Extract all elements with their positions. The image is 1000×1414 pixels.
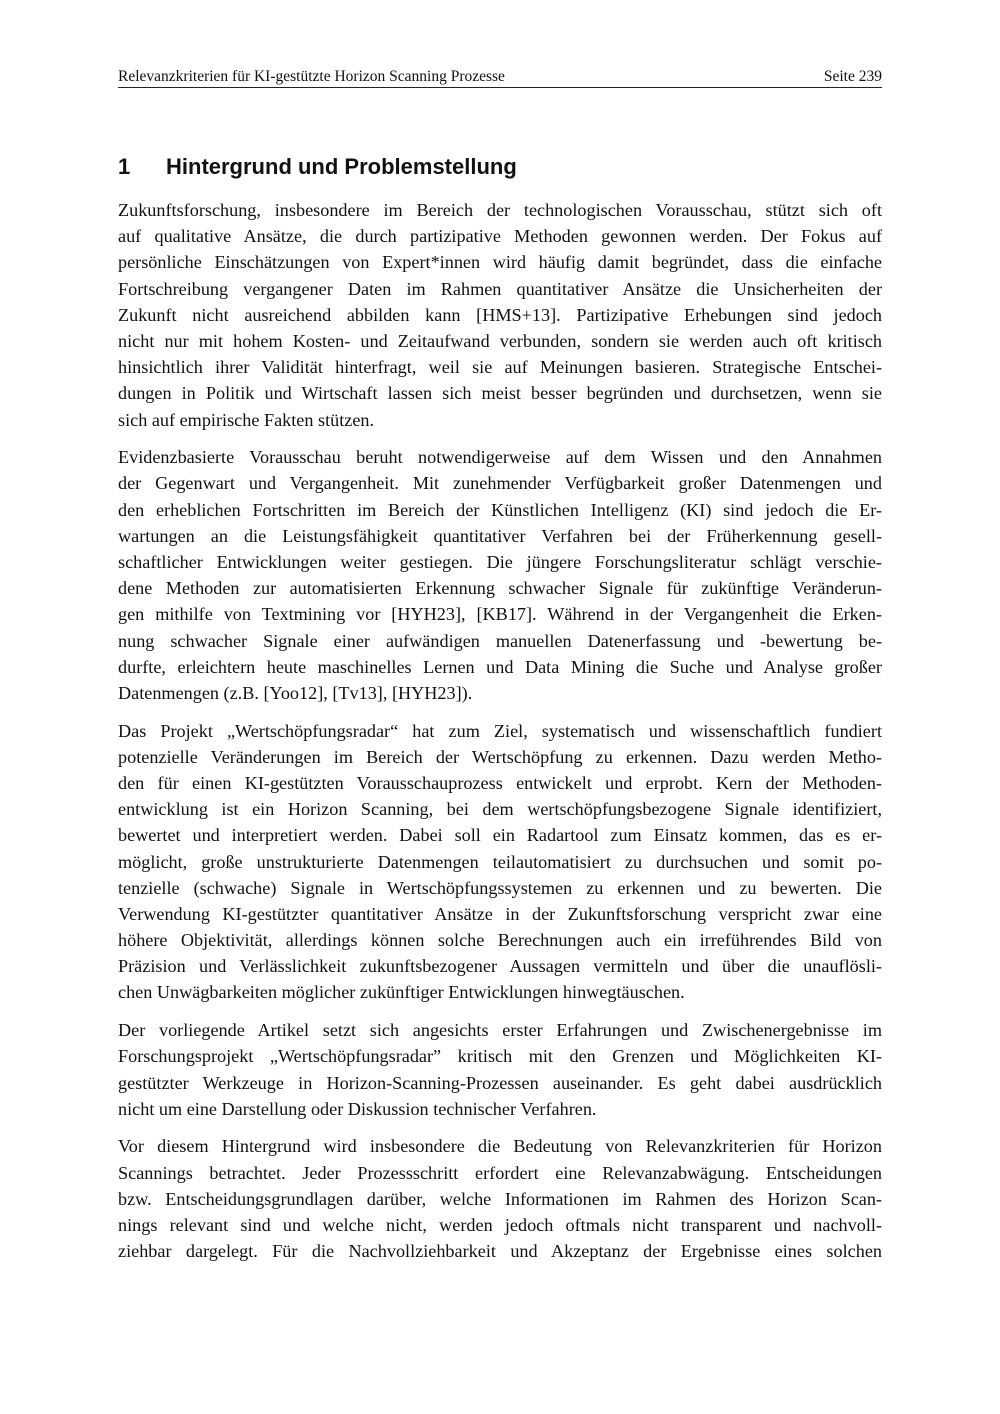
section-heading: [118, 153, 882, 181]
paragraph: [118, 197, 882, 433]
text-line: dene Methoden zur automatisierten Erkennung schwacher Signale für zukünftige Veränderun-: [118, 578, 882, 599]
text-line: Das Projekt „Wertschöpfungsradar“ hat zum Ziel, systematisch und wissenschaftlich fundiert: [118, 720, 882, 741]
text-line: höhere Objektivität, allerdings können solche Berechnungen auch ein irreführendes Bild von: [118, 930, 882, 951]
text-line: Zukunft nicht ausreichend abbilden kann [HMS+13]. Partizipative Erhebungen sind jedoch: [118, 304, 882, 325]
text-line: chen Unwägbarkeiten möglicher zukünftiger Entwicklungen hinwegtäuschen.: [118, 982, 685, 1003]
text-line: Scannings betrachtet. Jeder Prozessschritt erfordert eine Relevanzabwägung. Entscheidungen: [118, 1162, 882, 1183]
text-line: wartungen an die Leistungsfähigkeit quantitativer Verfahren bei der Früherkennung gesell-: [118, 525, 882, 546]
text-line: Forschungsprojekt „Wertschöpfungsradar” kritisch mit den Grenzen und Möglichkeiten KI-: [118, 1046, 882, 1067]
text-line: persönliche Einschätzungen von Expert*innen wird häufig damit begründet, dass die einfache: [118, 252, 882, 273]
text-line: nung schwacher Signale einer aufwändigen manuellen Datenerfassung und -bewertung be-: [118, 630, 882, 651]
text-line: schaftlicher Entwicklungen weiter gestiegen. Die jüngere Forschungsliteratur schlägt verschie-: [118, 551, 882, 572]
text-line: der Gegenwart und Vergangenheit. Mit zunehmender Verfügbarkeit großer Datenmengen und: [118, 473, 882, 494]
text-line: den erheblichen Fortschritten im Bereich der Künstlichen Intelligenz (KI) sind jedoch die Er-: [118, 499, 882, 520]
text-line: gen mithilfe von Textmining vor [HYH23], [KB17]. Während in der Vergangenheit die Erken-: [118, 604, 882, 625]
text-line: tenzielle (schwache) Signale in Wertschöpfungssystemen zu erkennen und zu bewerten. Die: [118, 877, 882, 898]
text-line: gestützter Werkzeuge in Horizon-Scanning-Prozessen auseinander. Es geht dabei ausdrücklich: [118, 1072, 882, 1093]
text-line: Fortschreibung vergangener Daten im Rahmen quantitativer Ansätze die Unsicherheiten der: [118, 278, 882, 299]
text-line: ziehbar dargelegt. Für die Nachvollziehbarkeit und Akzeptanz der Ergebnisse eines solchen: [118, 1241, 882, 1262]
section-title: Hintergrund und Problemstellung: [166, 154, 517, 179]
text-line: möglicht, große unstrukturierte Datenmengen teilautomatisiert zu durchsuchen und somit po-: [118, 851, 882, 872]
body-text: [118, 197, 882, 1276]
text-line: nicht nur mit hohem Kosten- und Zeitaufwand verbunden, sondern sie werden auch oft kritisch: [118, 330, 882, 351]
text-line: entwicklung ist ein Horizon Scanning, bei dem wertschöpfungsbezogene Signale identifiziert,: [118, 799, 882, 820]
text-line: Zukunftsforschung, insbesondere im Bereich der technologischen Vorausschau, stützt sich oft: [118, 200, 882, 220]
text-line: den für einen KI-gestützten Vorausschauprozess entwickelt und erprobt. Kern der Methoden-: [118, 772, 882, 793]
text-line: Evidenzbasierte Vorausschau beruht notwendigerweise auf dem Wissen und den Annahmen: [118, 447, 882, 468]
text-line: durfte, erleichtern heute maschinelles Lernen und Data Mining die Suche und Analyse großer: [118, 656, 882, 677]
text-line: Präzision und Verlässlichkeit zukunftsbezogener Aussagen vermitteln und über die unauflösli-: [118, 956, 882, 977]
text-line: Vor diesem Hintergrund wird insbesondere die Bedeutung von Relevanzkriterien für Horizon: [118, 1136, 882, 1157]
paragraph: [118, 444, 882, 706]
text-line: Der vorliegende Artikel setzt sich angesichts erster Erfahrungen und Zwischenergebnisse im: [118, 1020, 882, 1041]
text-line: bzw. Entscheidungsgrundlagen darüber, welche Informationen im Rahmen des Horizon Scan-: [118, 1188, 882, 1209]
paragraph: [118, 718, 882, 1006]
text-line: hinsichtlich ihrer Validität hinterfragt, weil sie auf Meinungen basieren. Strategische Entschei-: [118, 357, 882, 378]
text-line: nings relevant sind und welche nicht, werden jedoch oftmals nicht transparent und nachvoll-: [118, 1214, 882, 1235]
text-line: potenzielle Veränderungen im Bereich der Wertschöpfung zu erkennen. Dazu werden Metho-: [118, 746, 882, 767]
paragraph: [118, 1133, 882, 1264]
text-line: bewertet und interpretiert werden. Dabei soll ein Radartool zum Einsatz kommen, das es er-: [118, 825, 882, 846]
section-number: 1: [118, 154, 131, 179]
running-title: Relevanzkriterien für KI-gestützte Horizon Scanning Prozesse: [118, 68, 505, 85]
text-line: sich auf empirische Fakten stützen.: [118, 409, 375, 430]
text-line: Verwendung KI-gestützter quantitativer Ansätze in der Zukunftsforschung verspricht zwar eine: [118, 903, 882, 924]
page-number: Seite 239: [823, 68, 882, 85]
paragraph: [118, 1017, 882, 1122]
text-line: nicht um eine Darstellung oder Diskussion technischer Verfahren.: [118, 1098, 597, 1119]
text-line: Datenmengen (z.B. [Yoo12], [Tv13], [HYH23]).: [118, 682, 473, 703]
running-header: [118, 66, 882, 88]
text-line: auf qualitative Ansätze, die durch partizipative Methoden gewonnen werden. Der Fokus auf: [118, 226, 882, 247]
text-line: dungen in Politik und Wirtschaft lassen sich meist besser begründen und durchsetzen, wenn sie: [118, 383, 882, 404]
